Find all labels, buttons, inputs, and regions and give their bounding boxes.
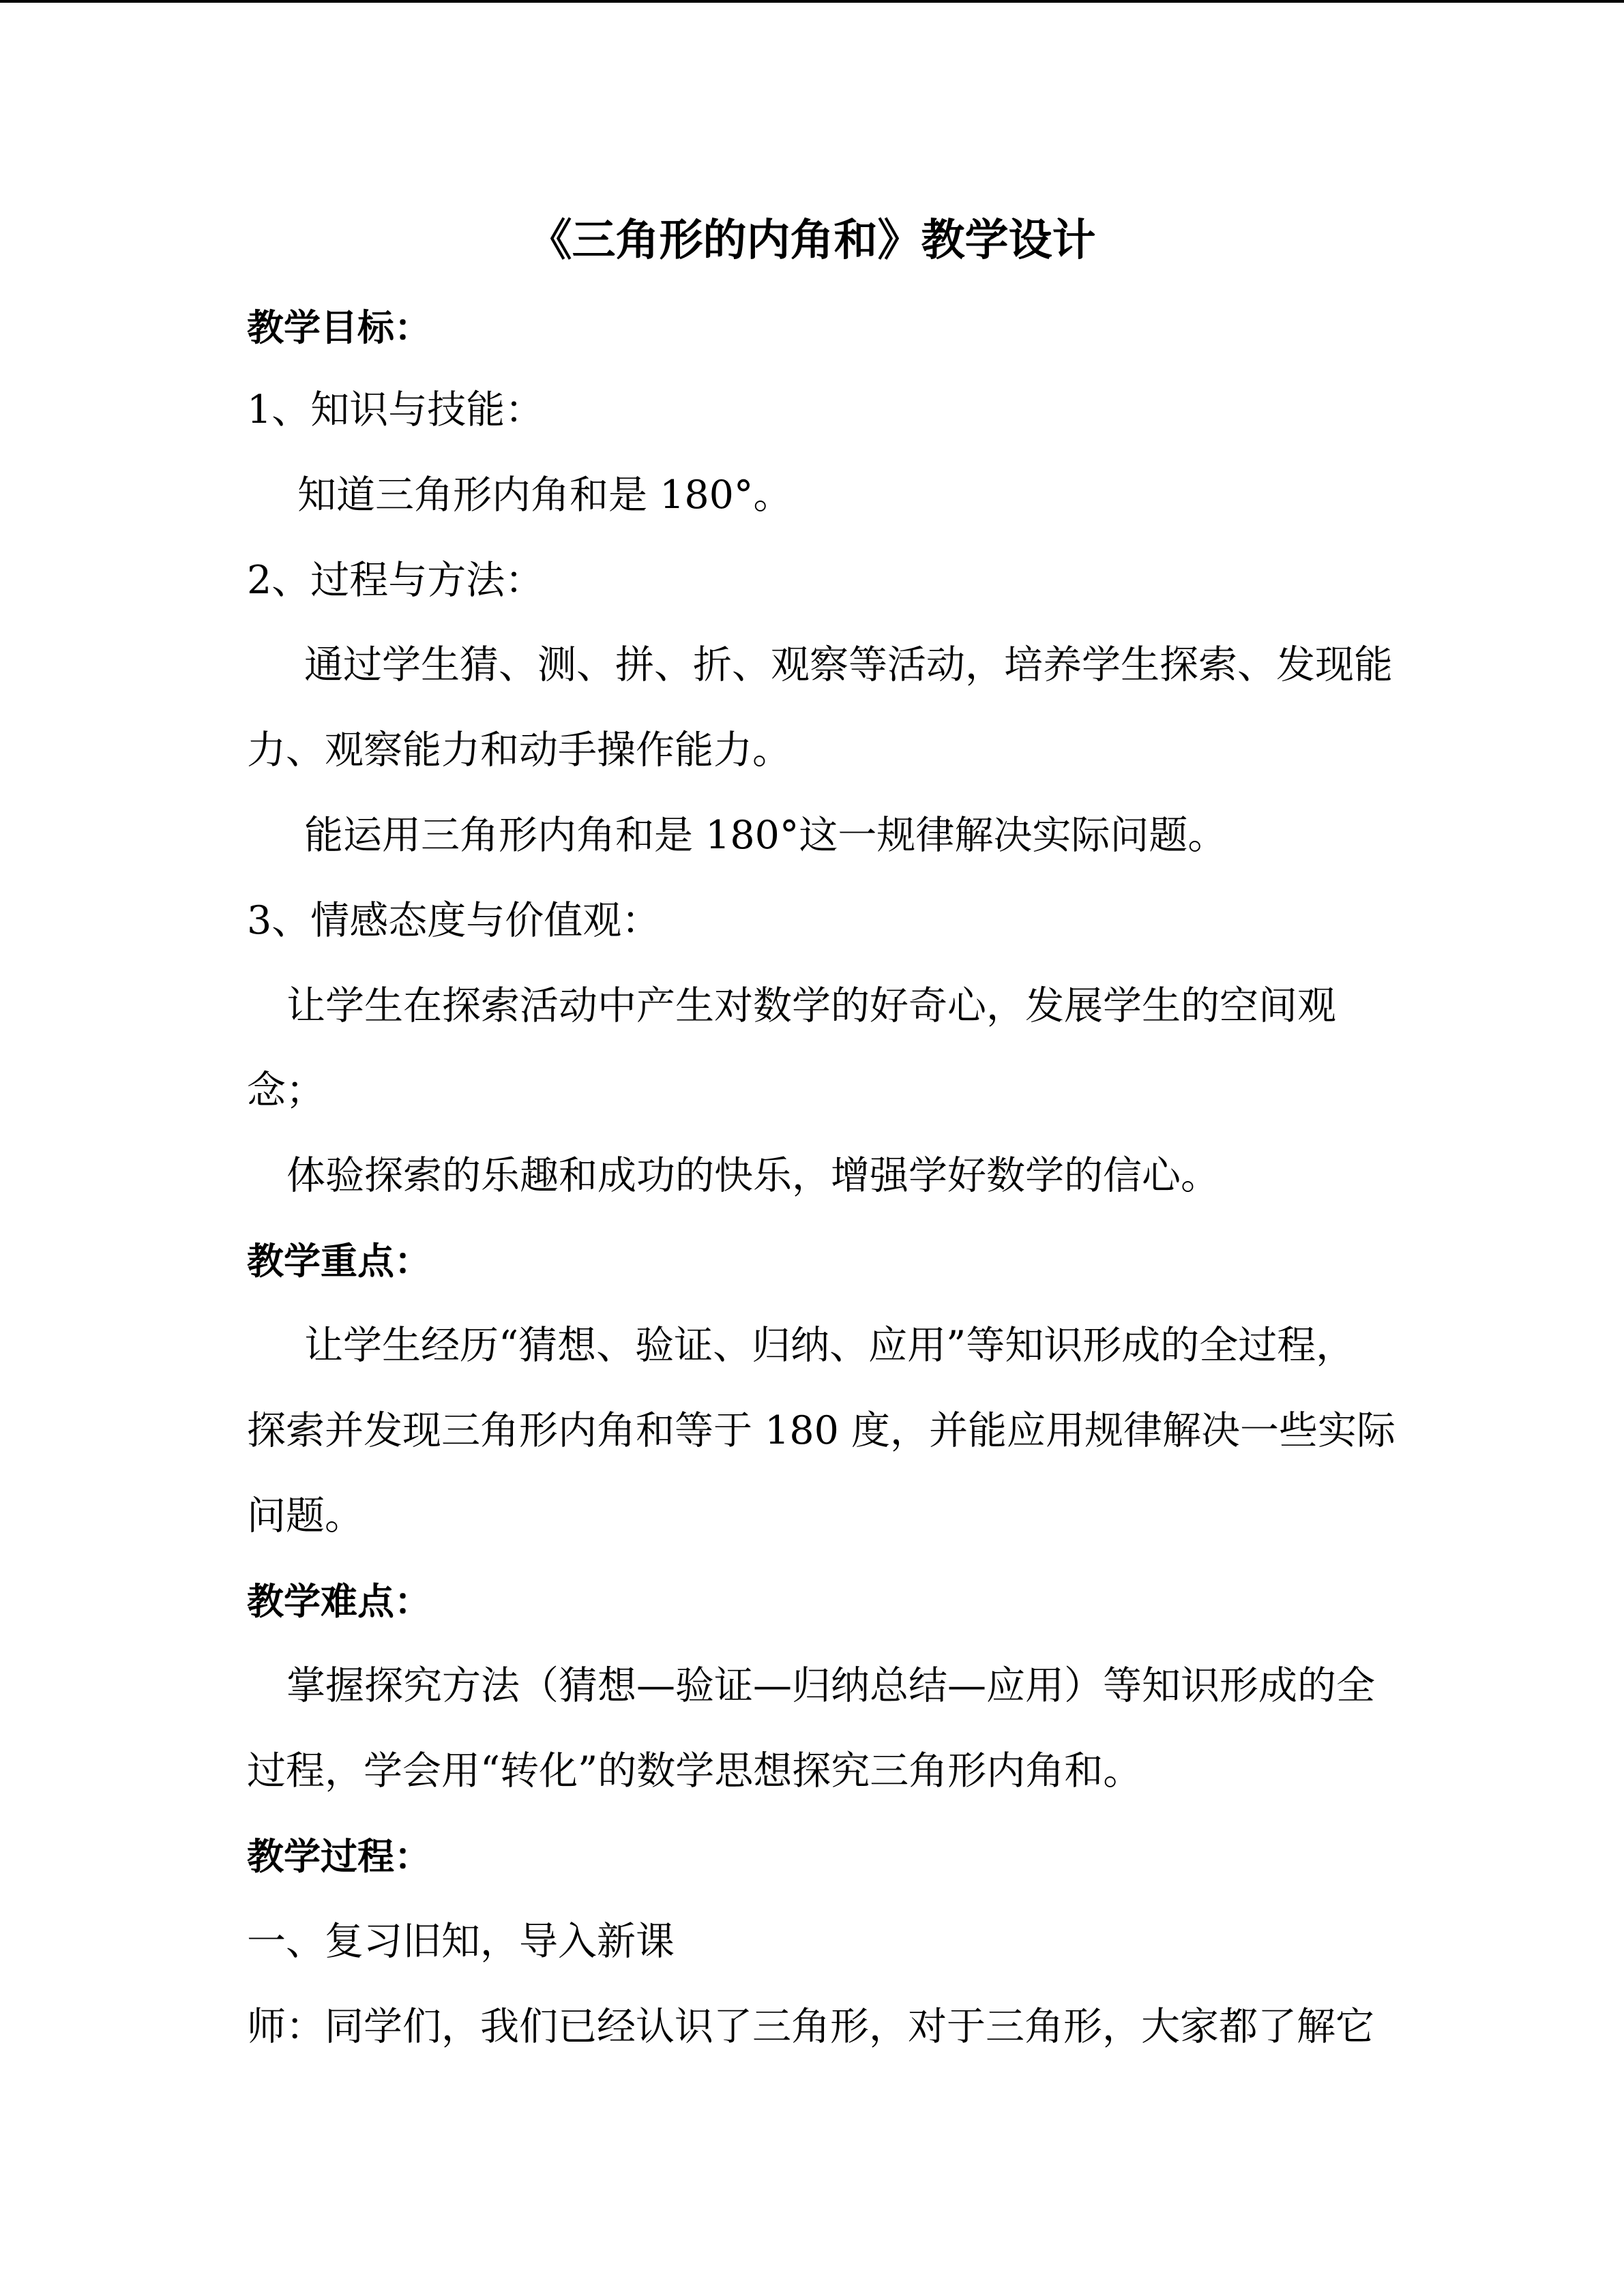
key-points-line2: 探索并发现三角形内角和等于 180 度，并能应用规律解决一些实际 [247, 1408, 1396, 1453]
objective-2-text-line2: 力、观察能力和动手操作能力。 [247, 728, 791, 773]
key-points-line3: 问题。 [247, 1493, 364, 1538]
objective-1-text: 知道三角形内角和是 180°。 [297, 473, 793, 518]
page-top-border [0, 0, 1624, 3]
objective-3-text-line1: 让学生在探索活动中产生对数学的好奇心，发展学生的空间观 [286, 983, 1336, 1028]
key-points-line1: 让学生经历“猜想、验证、归纳、应用”等知识形成的全过程， [304, 1323, 1355, 1368]
objectives-heading: 教学目标： [247, 305, 431, 349]
objective-2-text-line1: 通过学生猜、测、拼、折、观察等活动，培养学生探索、发现能 [304, 642, 1393, 687]
process-line1: 师：同学们，我们已经认识了三角形，对于三角形，大家都了解它 [247, 2004, 1374, 2049]
difficulties-line2: 过程，学会用“转化”的数学思想探究三角形内角和。 [247, 1748, 1142, 1793]
difficulties-heading: 教学难点： [247, 1579, 431, 1623]
document-title: 《三角形的内角和》教学设计 [528, 215, 1096, 266]
process-heading: 教学过程： [247, 1834, 431, 1878]
objective-3-label: 3、情感态度与价值观： [247, 898, 661, 943]
objective-3-text2: 体验探索的乐趣和成功的快乐，增强学好数学的信心。 [286, 1153, 1220, 1198]
process-section-1-heading: 一、复习旧知，导入新课 [247, 1919, 675, 1964]
objective-2-label: 2、过程与方法： [247, 558, 544, 603]
objective-3-text-line2: 念； [247, 1068, 325, 1113]
objective-1-label: 1、知识与技能： [247, 387, 544, 432]
objective-2-text2: 能运用三角形内角和是 180°这一规律解决实际问题。 [304, 813, 1227, 858]
key-points-heading: 教学重点： [247, 1239, 431, 1283]
difficulties-line1: 掌握探究方法（猜想—验证—归纳总结—应用）等知识形成的全 [286, 1663, 1375, 1708]
